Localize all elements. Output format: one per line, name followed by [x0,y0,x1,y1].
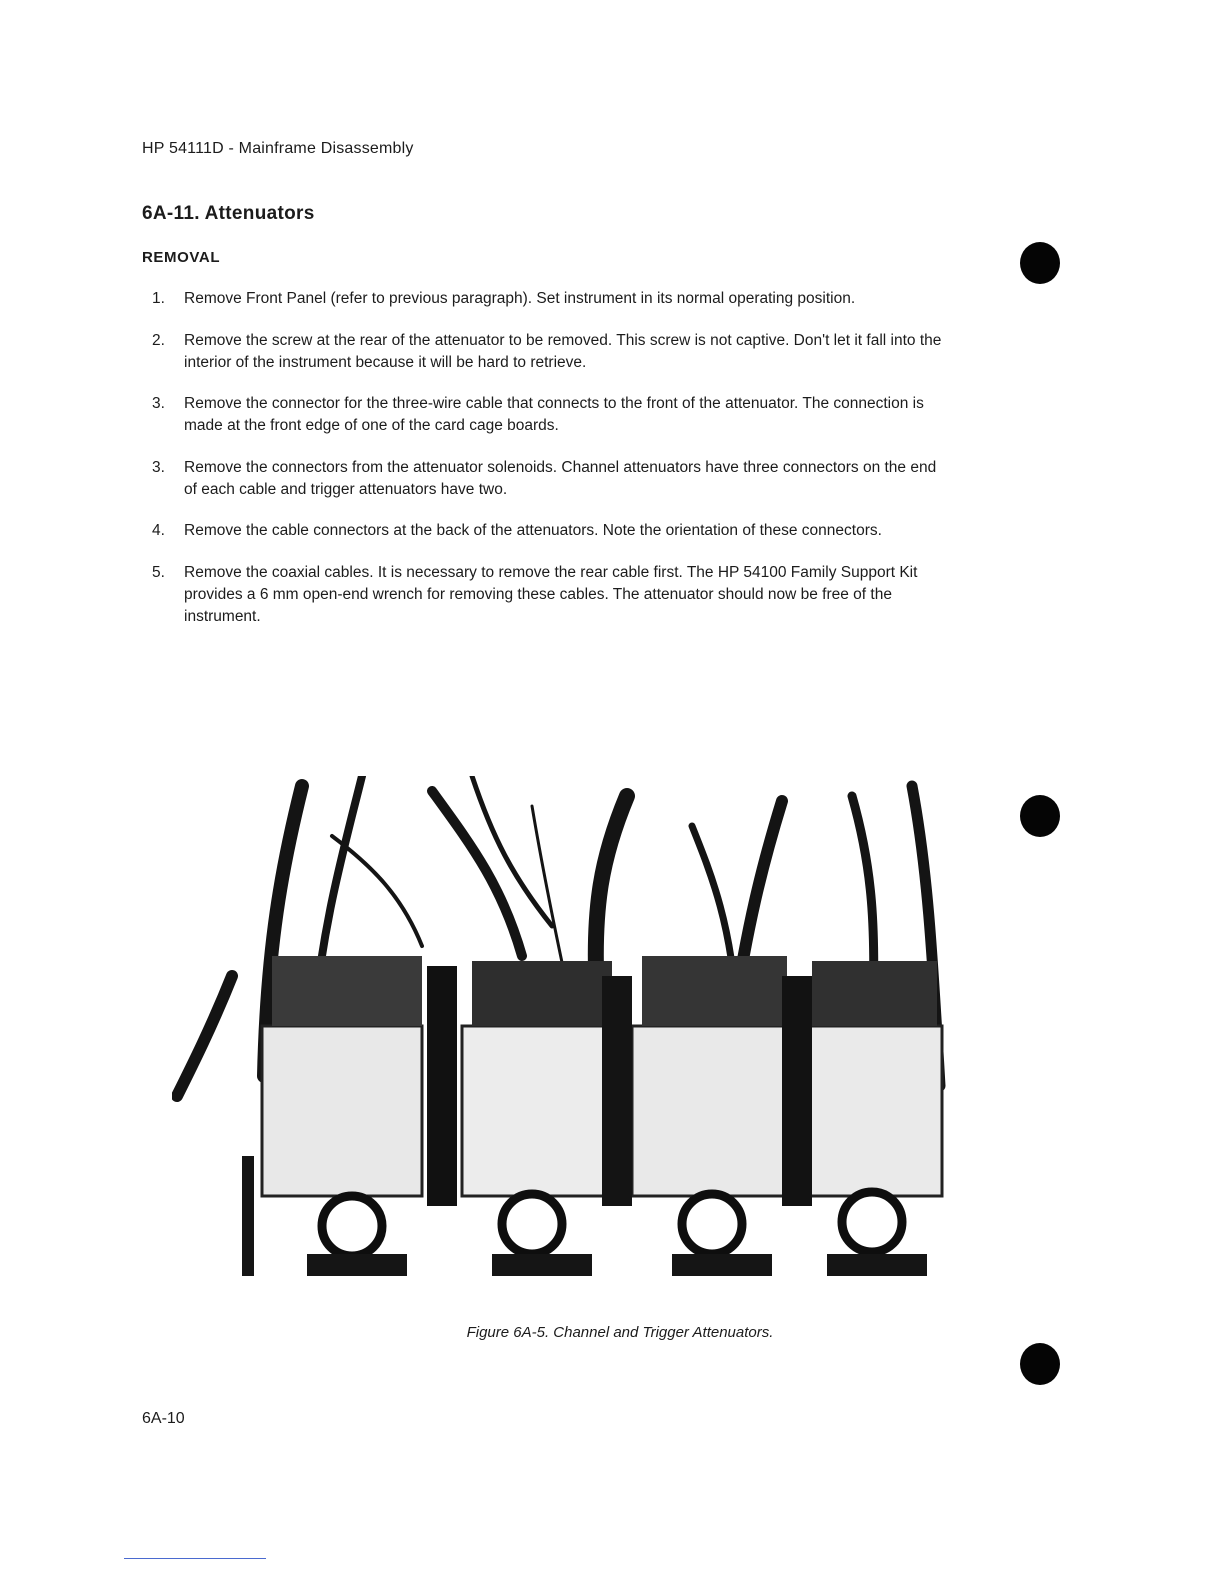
step-text: Remove the connector for the three-wire cable that connects to the front of the attenuator. The connection is made at the front edge of one of the card cage boards. [184,395,924,434]
step-text: Remove the screw at the rear of the attenuator to be removed. This screw is not captive. Don't let it fall into the interior of the instrument because it will be hard to retrieve. [184,331,942,371]
step-item [142,520,942,542]
removal-steps-list [142,288,942,647]
running-header: HP 54111D - Mainframe Disassembly [142,140,414,157]
binder-hole-bottom [1020,1343,1060,1385]
step-number: 3. [152,395,165,412]
step-item [142,330,942,374]
binder-hole-middle [1020,795,1060,837]
step-text: Remove the cable connectors at the back of the attenuators. Note the orientation of these connectors. [184,522,882,539]
binder-hole-top [1020,242,1060,284]
footer-rule [124,1558,266,1559]
step-number: 1. [152,290,165,307]
attenuators-photo [172,776,948,1290]
step-number: 3. [152,458,165,476]
figure-caption: Figure 6A-5. Channel and Trigger Attenuators. [466,1324,774,1341]
section-title: 6A-11. Attenuators [142,203,315,224]
step-text: Remove the connectors from the attenuator solenoids. Channel attenuators have three connectors on the end of each cable and trigger attenuators have two. [184,458,937,498]
step-number: 2. [152,331,165,349]
page-number: 6A-10 [142,1410,185,1427]
step-number: 4. [152,522,165,539]
step-item [142,393,942,437]
photo-attenuator-modules [262,956,942,1206]
step-text: Remove the coaxial cables. It is necessary to remove the rear cable first. The HP 54100 Family Support Kit provides a 6 mm open-end wrench for removing these cables. The attenuator should now be free of the instrument. [184,563,918,625]
step-text: Remove Front Panel (refer to previous paragraph). Set instrument in its normal operating position. [184,290,856,307]
step-item [142,288,942,310]
step-item [142,457,942,501]
removal-subheading: REMOVAL [142,249,221,266]
step-number: 5. [152,563,165,581]
step-item [142,562,942,628]
